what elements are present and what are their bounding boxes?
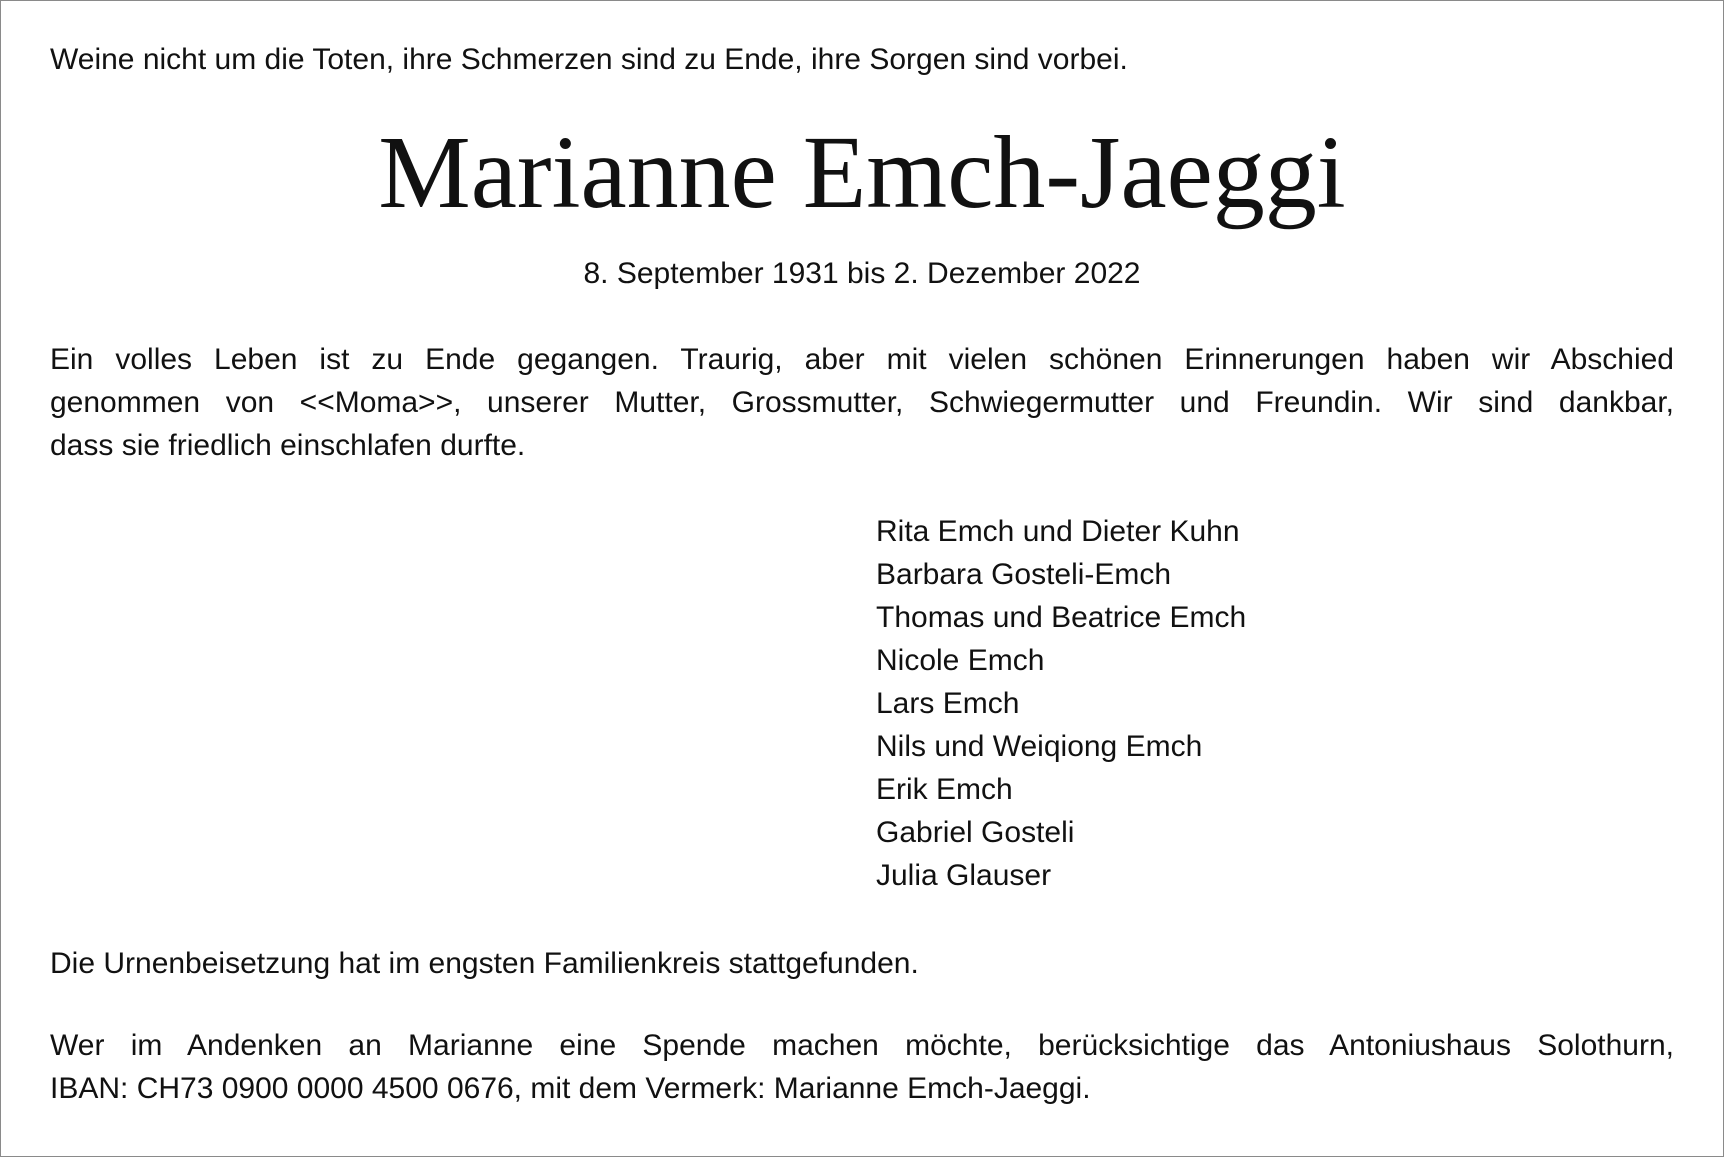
mourner-name: Gabriel Gosteli [876,816,1075,849]
mourner-name: Nils und Weiqiong Emch [876,730,1203,763]
mourners-list [876,510,1246,897]
mourner-name: Lars Emch [876,687,1020,720]
donation-line: IBAN: CH73 0900 0000 4500 0676, mit dem Vermerk: Marianne Emch-Jaeggi. [50,1072,1091,1105]
burial-note: Die Urnenbeisetzung hat im engsten Familienkreis stattgefunden. [50,947,919,980]
mourner-name: Barbara Gosteli-Emch [876,558,1172,591]
intro-line: genommen von <<Moma>>, unserer Mutter, Grossmutter, Schwiegermutter und Freundin. Wir sind dankbar, [50,386,1674,419]
intro-line: dass sie friedlich einschlafen durfte. [50,429,526,462]
mourner-name: Julia Glauser [876,859,1052,892]
deceased-name: Marianne Emch-Jaeggi [378,115,1346,230]
intro-paragraph [50,338,1674,467]
donation-line: Wer im Andenken an Marianne eine Spende machen möchte, berücksichtige das Antoniushaus Solothurn, [50,1029,1674,1062]
mourner-name: Erik Emch [876,773,1013,806]
donation-paragraph [50,1024,1674,1110]
life-dates: 8. September 1931 bis 2. Dezember 2022 [583,257,1141,290]
motto-text: Weine nicht um die Toten, ihre Schmerzen sind zu Ende, ihre Sorgen sind vorbei. [50,43,1128,76]
mourner-name: Nicole Emch [876,644,1045,677]
intro-line: Ein volles Leben ist zu Ende gegangen. Traurig, aber mit vielen schönen Erinnerungen haben wir Abschied [50,343,1674,376]
mourner-name: Thomas und Beatrice Emch [876,601,1247,634]
mourner-name: Rita Emch und Dieter Kuhn [876,515,1240,548]
